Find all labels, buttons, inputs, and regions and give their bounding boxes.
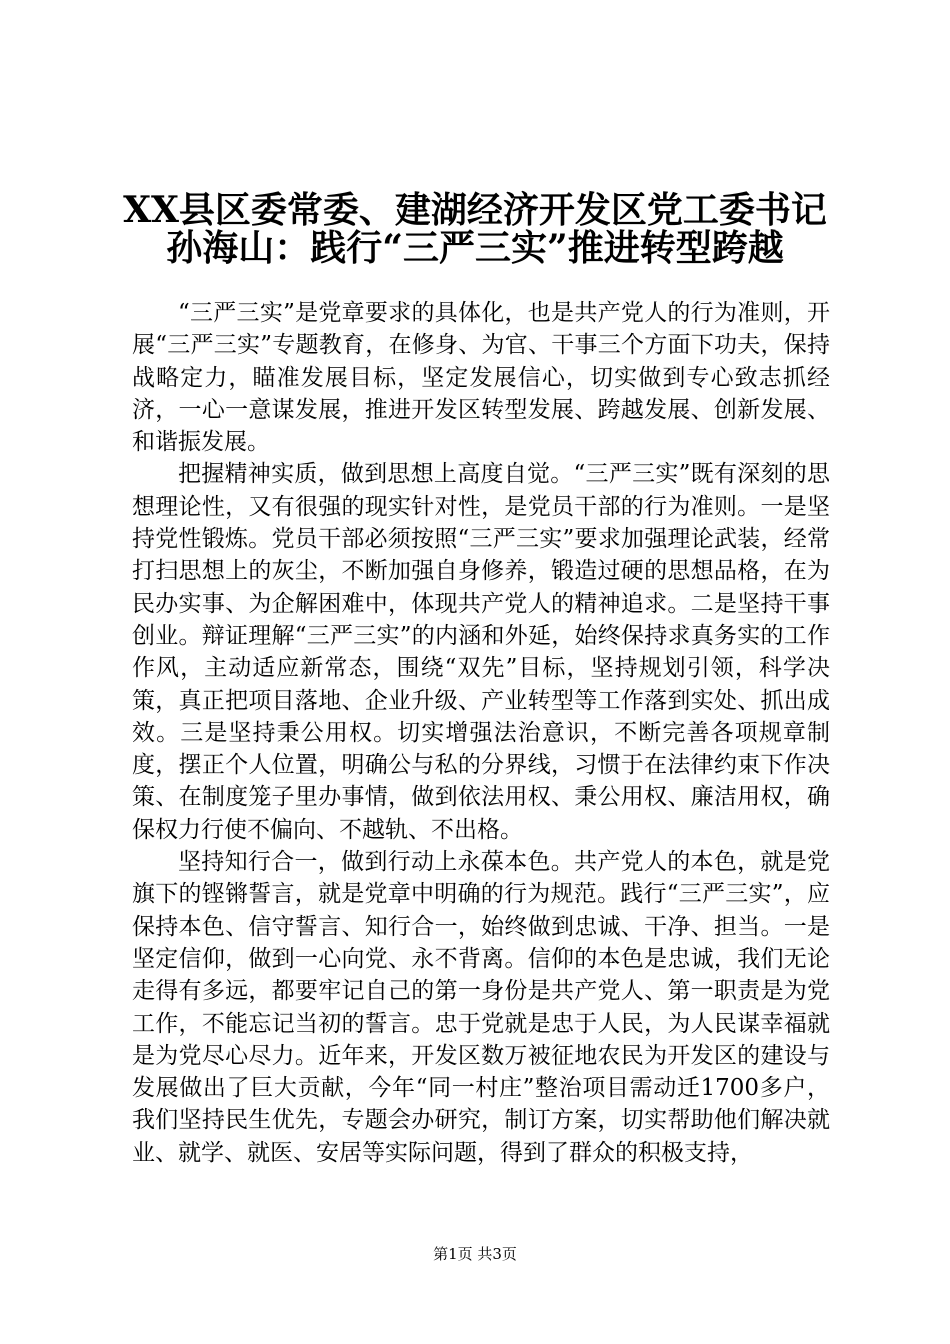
page-footer: 第1页 共3页: [433, 1245, 517, 1263]
paragraph-2: 把握精神实质，做到思想上高度自觉。“三严三实”既有深刻的思想理论性，又有很强的现实针对性，是党员干部的行为准则。一是坚持党性锻炼。党员干部必须按照“三严三实”要求加强理论武装，经常打扫思想上的灰尘，不断加强自身修养，锻造过硬的思想品格，在为民办实事、为企解困难中，体现共产党人的精神追求。二是坚持干事创业。辩证理解“三严三实”的内涵和外延，始终保持求真务实的工作作风，主动适应新常态，围绕“双先”目标，坚持规划引领，科学决策，真正把项目落地、企业升级、产业转型等工作落到实处、抓出成效。三是坚持秉公用权。切实增强法治意识，不断完善各项规章制度，摆正个人位置，明确公与私的分界线，习惯于在法律约束下作决策、在制度笼子里办事情，做到依法用权、秉公用权、廉洁用权，确保权力行使不偏向、不越轨、不出格。: [132, 461, 830, 843]
document-title-line-2: 孙海山：践行“三严三实”推进转型跨越: [166, 227, 784, 269]
document-title-line-1: XX县区委常委、建湖经济开发区党工委书记: [123, 189, 827, 231]
paragraph-1: “三严三实”是党章要求的具体化，也是共产党人的行为准则，开展“三严三实”专题教育，在修身、为官、干事三个方面下功夫，保持战略定力，瞄准发展目标，坚定发展信心，切实做到专心致志抓经济，一心一意谋发展，推进开发区转型发展、跨越发展、创新发展、和谐振发展。: [132, 300, 830, 456]
document-body: [132, 297, 830, 1169]
paragraph-3: 坚持知行合一，做到行动上永葆本色。共产党人的本色，就是党旗下的铿锵誓言，就是党章中明确的行为规范。践行“三严三实”，应保持本色、信守誓言、知行合一，始终做到忠诚、干净、担当。一是坚定信仰，做到一心向党、永不背离。信仰的本色是忠诚，我们无论走得有多远，都要牢记自己的第一身份是共产党人、第一职责是为党工作，不能忘记当初的誓言。忠于党就是忠于人民，为人民谋幸福就是为党尽心尽力。近年来，开发区数万被征地农民为开发区的建设与发展做出了巨大贡献，今年“同一村庄”整治项目需动迁1700多户，我们坚持民生优先，专题会办研究，制订方案，切实帮助他们解决就业、就学、就医、安居等实际问题，得到了群众的积极支持，: [132, 849, 830, 1166]
